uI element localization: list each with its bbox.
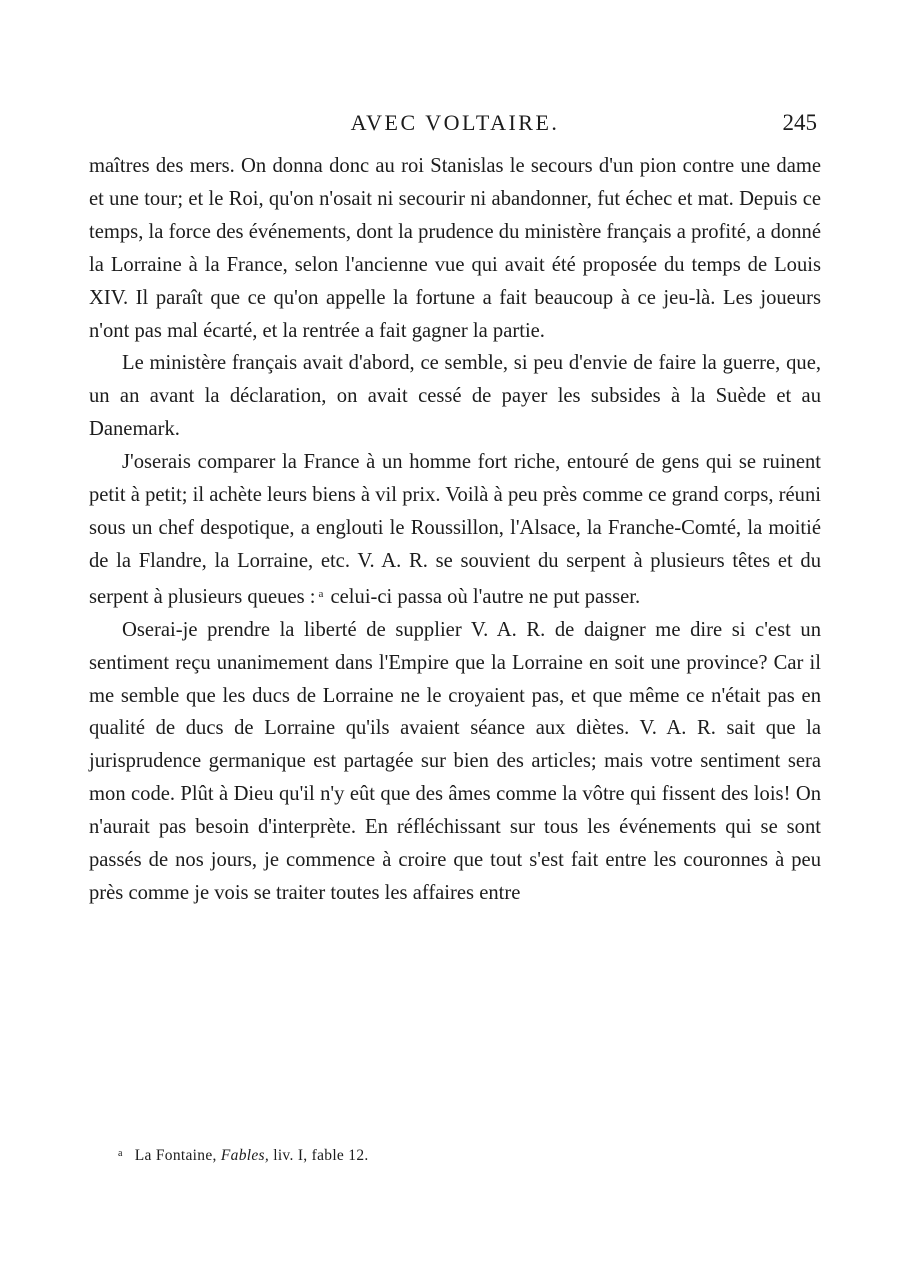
paragraph bbox=[89, 150, 821, 347]
page-number: 245 bbox=[782, 110, 817, 135]
footnote bbox=[118, 1147, 369, 1165]
running-head bbox=[89, 110, 821, 150]
book-page bbox=[89, 110, 821, 910]
paragraph-text: Le ministère français avait d'abord, ce semble, si peu d'envie de faire la guerre, que, un an avant la déclaration, on avait cessé de payer les subsides à la Suède et au Danemark. bbox=[89, 352, 821, 441]
paragraph-text: J'oserais comparer la France à un homme fort riche, entouré de gens qui se ruinent petit à petit; il achète leurs biens à vil prix. Voilà à peu près comme ce grand corps, réuni sous un chef despotique, a englouti le Roussillon, l'Alsace, la Franche-Comté, la moitié de la Flandre, la Lorraine, etc. V. A. R. se souvient du serpent à plusieurs têtes et du serpent à plusieurs queues : bbox=[89, 451, 821, 608]
footnote-work-title: Fables, bbox=[220, 1147, 270, 1164]
paragraph bbox=[89, 614, 821, 910]
paragraph-text: celui-ci passa où l'autre ne put passer. bbox=[325, 585, 641, 608]
paragraph bbox=[89, 347, 821, 446]
footnote-author: La Fontaine, bbox=[134, 1147, 221, 1164]
paragraph-text: maîtres des mers. On donna donc au roi Stanislas le secours d'un pion contre une dame et une tour; et le Roi, qu'on n'osait ni secourir ni abandonner, fut échec et mat. Depuis ce temps, la force des événements, dont la prudence du ministère français a profité, a donné la Lorraine à la France, selon l'ancienne vue qui avait été proposée du temps de Louis XIV. Il paraît que ce qu'on appelle la fortune a fait beaucoup à ce jeu-là. Les joueurs n'ont pas mal écarté, et la rentrée a fait gagner la partie. bbox=[89, 155, 821, 342]
body-text bbox=[89, 150, 821, 910]
running-title: AVEC VOLTAIRE. bbox=[350, 110, 560, 135]
paragraph-text: Oserai-je prendre la liberté de supplier V. A. R. de daigner me dire si c'est un sentiment reçu unanimement dans l'Empire que la Lorraine en soit une province? Car il me semble que les ducs de Lorraine ne le croyaient pas, et que même ce n'était pas en qualité de ducs de Lorraine qu'ils avaient séance aux diètes. V. A. R. sait que la jurisprudence germanique est partagée sur bien des articles; mais votre sentiment sera mon code. Plût à Dieu qu'il n'y eût que des âmes comme la vôtre qui fissent des lois! On n'aurait pas besoin d'interprète. En réfléchissant sur tous les événements qui se sont passés de nos jours, je commence à croire que tout s'est fait entre les couronnes à peu près comme je vois se traiter toutes les affaires entre bbox=[89, 618, 821, 904]
paragraph bbox=[89, 446, 821, 614]
footnote-reference-marker: a bbox=[318, 587, 324, 600]
footnote-reference: liv. I, fable 12. bbox=[269, 1147, 369, 1164]
footnote-marker: a bbox=[118, 1148, 123, 1159]
